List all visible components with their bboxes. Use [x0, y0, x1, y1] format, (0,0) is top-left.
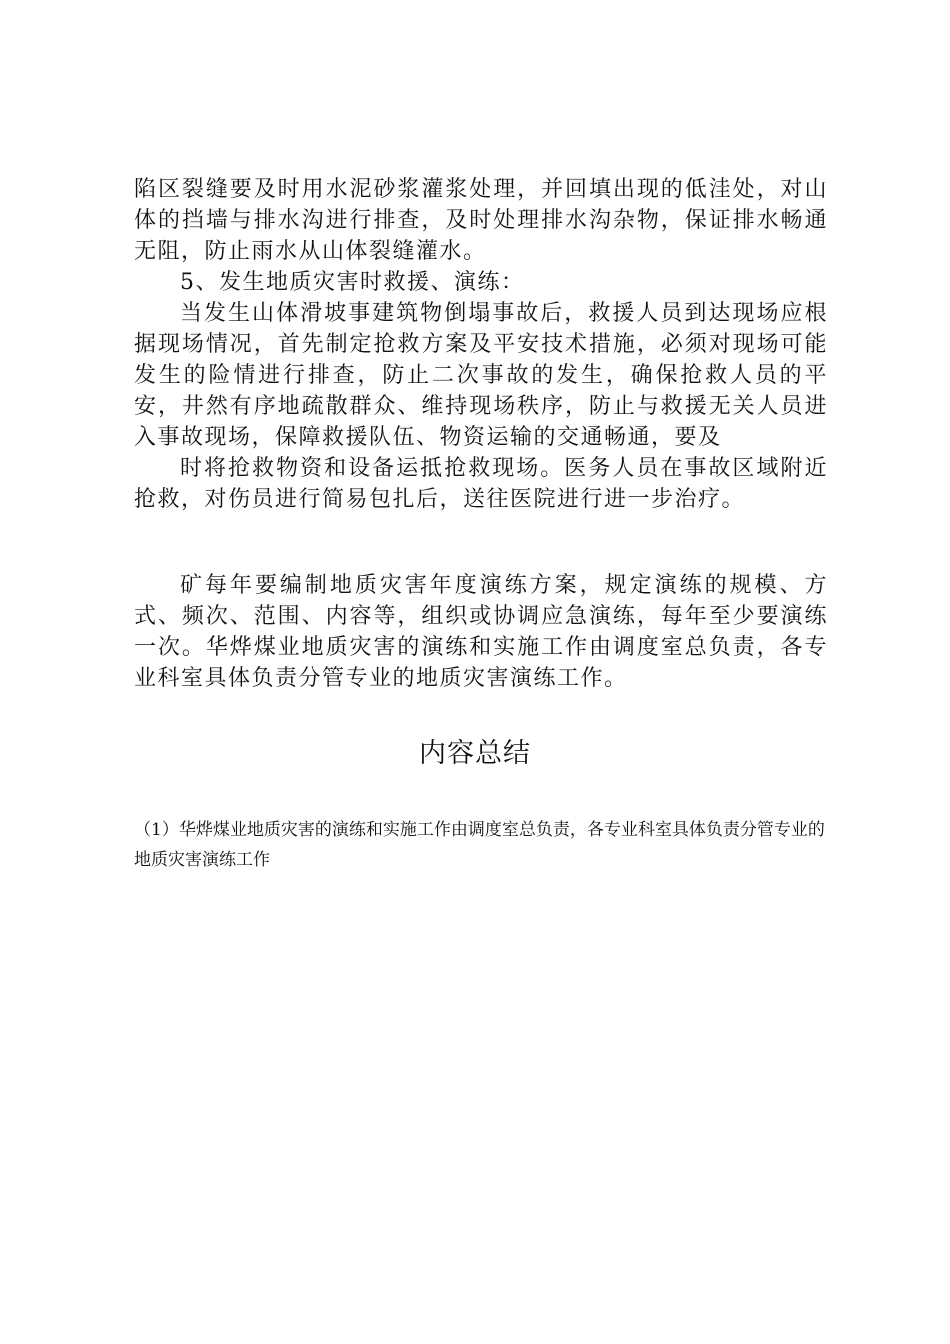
summary-title: 内容总结: [419, 738, 531, 769]
paragraph-drill-plan: 矿每年要编制地质灾害年度演练方案，规定演练的规模、方式、频次、范围、内容等，组织或协调应急演练，每年至少要演练一次。华烨煤业地质灾害的演练和实施工作由调度室总负责，各专业科室具体负责分管专业的地质灾害演练工作。: [134, 573, 828, 691]
paragraph-medical: 时将抢救物资和设备运抵抢救现场。医务人员在事故区域附近抢救，对伤员进行简易包扎后，送往医院进行进一步治疗。: [134, 456, 828, 512]
section-heading-5: 5、发生地质灾害时救援、演练：: [180, 270, 525, 295]
paragraph-continued: 陷区裂缝要及时用水泥砂浆灌浆处理，并回填出现的低洼处，对山体的挡墙与排水沟进行排查，及时处理排水沟杂物，保证排水畅通无阻，防止雨水从山体裂缝灌水。: [134, 177, 828, 264]
summary-text: （1）华烨煤业地质灾害的演练和实施工作由调度室总负责，各专业科室具体负责分管专业的地质灾害演练工作: [134, 820, 825, 870]
body-text-block-2: [134, 570, 828, 694]
body-text-block-1: [134, 174, 828, 515]
paragraph-rescue: 当发生山体滑坡事建筑物倒塌事故后，救援人员到达现场应根据现场情况，首先制定抢救方案及平安技术措施，必须对现场可能发生的险情进行排查，防止二次事故的发生，确保抢救人员的平安，井然有序地疏散群众、维持现场秩序，防止与救援无关人员进入事故现场，保障救援队伍、物资运输的交通畅通，要及: [134, 301, 828, 450]
